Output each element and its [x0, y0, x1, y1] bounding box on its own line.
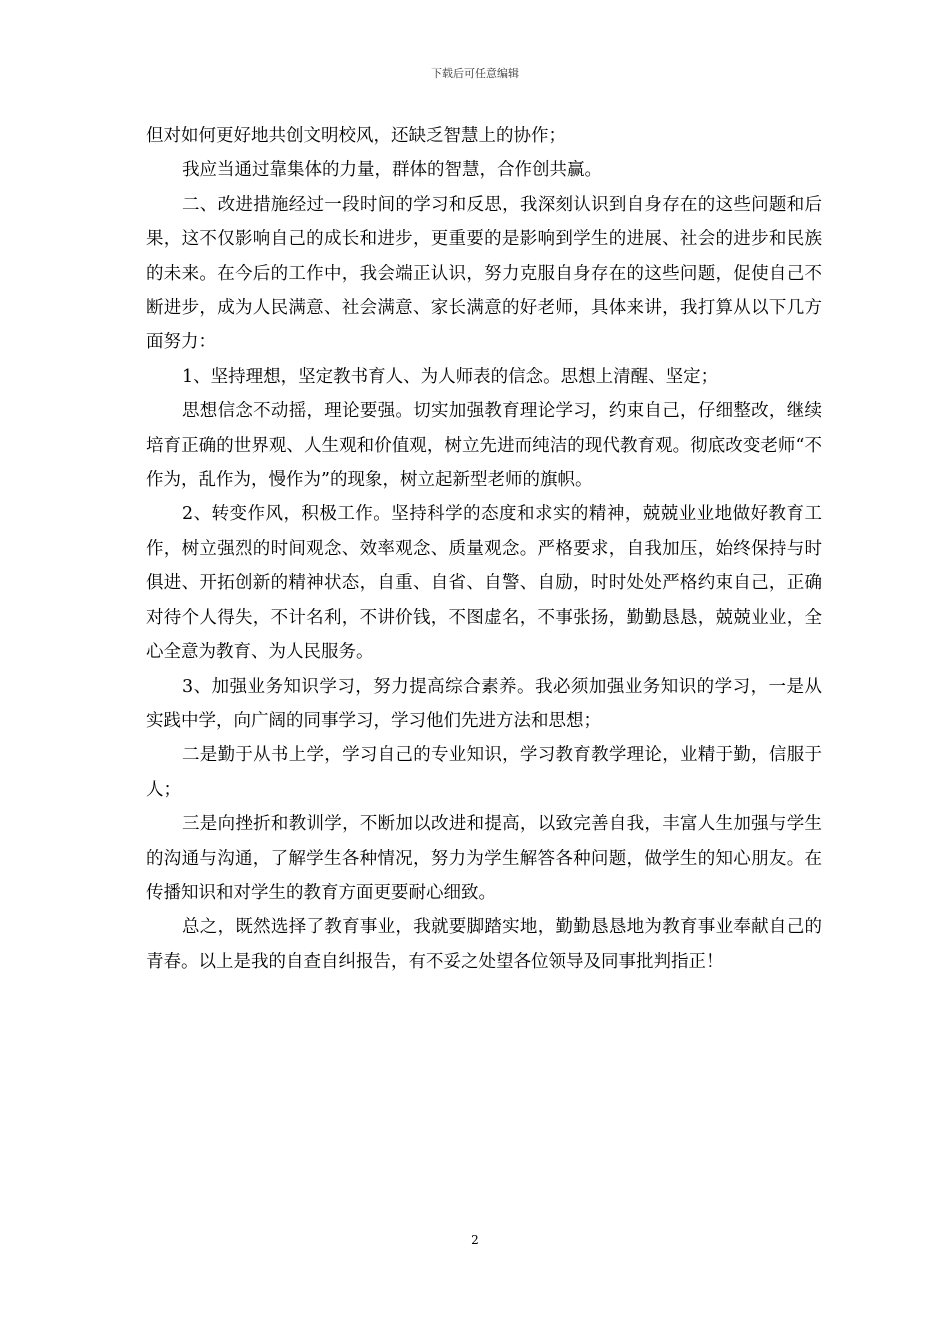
paragraph-1: 但对如何更好地共创文明校风，还缺乏智慧上的协作； — [146, 126, 566, 146]
document-body — [146, 119, 822, 979]
paragraph-10: 总之，既然选择了教育事业，我就要脚踏实地，勤勤恳恳地为教育事业奉献自己的青春。以上是我的自查自纠报告，有不妥之处望各位领导及同事批判指正！ — [146, 917, 822, 972]
paragraph-3: 二、改进措施经过一段时间的学习和反思，我深刻认识到自身存在的这些问题和后果，这不仅影响自己的成长和进步，更重要的是影响到学生的进展、社会的进步和民族的未来。在今后的工作中，我会端正认识，努力克服自身存在的这些问题，促使自己不断进步，成为人民满意、社会满意、家长满意的好老师，具体来讲，我打算从以下几方面努力： — [146, 194, 822, 353]
paragraph-8: 二是勤于从书上学，学习自己的专业知识，学习教育教学理论，业精于勤，信服于人； — [146, 745, 822, 800]
paragraph-7: 3、加强业务知识学习，努力提高综合素养。我必须加强业务知识的学习，一是从实践中学，向广阔的同事学习，学习他们先进方法和思想； — [146, 676, 822, 731]
paragraph-5: 思想信念不动摇，理论要强。切实加强教育理论学习，约束自己，仔细整改，继续培育正确的世界观、人生观和价值观，树立先进而纯洁的现代教育观。彻底改变老师“不作为，乱作为，慢作为”的现象，树立起新型老师的旗帜。 — [146, 401, 822, 491]
paragraph-9: 三是向挫折和教训学，不断加以改进和提高，以致完善自我，丰富人生加强与学生的沟通与沟通，了解学生各种情况，努力为学生解答各种问题，做学生的知心朋友。在传播知识和对学生的教育方面更要耐心细致。 — [146, 814, 822, 903]
page-number: 2 — [471, 1233, 479, 1247]
paragraph-4: 1、坚持理想，坚定教书育人、为人师表的信念。思想上清醒、坚定； — [182, 366, 719, 387]
paragraph-6: 2、转变作风，积极工作。坚持科学的态度和求实的精神，兢兢业业地做好教育工作，树立强烈的时间观念、效率观念、质量观念。严格要求，自我加压，始终保持与时俱进、开拓创新的精神状态，自重、自省、自警、自励，时时处处严格约束自己，正确对待个人得失，不计名利，不讲价钱，不图虚名，不事张扬，勤勤恳恳，兢兢业业，全心全意为教育、为人民服务。 — [146, 504, 822, 663]
page-header: 下载后可任意编辑 — [431, 67, 519, 80]
paragraph-2: 我应当通过靠集体的力量，群体的智慧，合作创共赢。 — [182, 160, 602, 181]
